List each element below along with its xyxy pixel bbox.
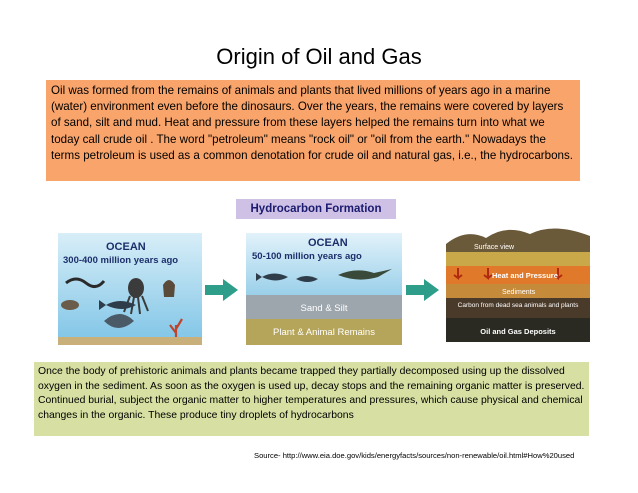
trilobite-icon (61, 300, 79, 310)
ocean-50-100-panel (246, 233, 402, 345)
decomposition-text-box: Once the body of prehistoric animals and plants became trapped they partially decomposed using up the dissolved oxygen in the sediment. As soon as the oxygen is used up, decay stops and the remaining organic matter is preserved. Continued burial, subject the organic matter to higher temperatures and pressures, which cause physical and chemical changes in the organic. These produce tiny droplets of hydrocarbons (34, 362, 589, 436)
hydrocarbon-formation-label: Hydrocarbon Formation (236, 199, 396, 219)
panel1-heading: OCEAN (106, 241, 146, 253)
heat-pressure-label: Heat and Pressure (492, 271, 558, 280)
oil-gas-deposits-label: Oil and Gas Deposits (480, 327, 556, 336)
slide-title: Origin of Oil and Gas (216, 44, 422, 69)
sediments-label: Sediments (502, 289, 536, 296)
source-citation: Source- http://www.eia.doe.gov/kids/energyfacts/sources/non-renewable/oil.html#How%20used (254, 451, 575, 460)
ocean-300-400-panel (58, 233, 202, 345)
arrow-right-icon (406, 278, 440, 307)
carbon-label: Carbon from dead sea animals and plants (457, 302, 579, 309)
shell-icon (163, 280, 175, 297)
geologic-layers-panel (438, 222, 598, 350)
panel2-heading: OCEAN (308, 237, 348, 249)
plant-animal-remains-label: Plant & Animal Remains (273, 327, 375, 338)
arrow-right-icon (205, 278, 239, 307)
sand-silt-label: Sand & Silt (300, 303, 348, 314)
surface-view-label: Surface view (474, 244, 515, 251)
panel2-subheading: 50-100 million years ago (252, 251, 362, 262)
intro-text-box: Oil was formed from the remains of animals and plants that lived millions of years ago in a marine (water) environment even before the dinosaurs. Over the years, the remains were covered by layers of sand, silt and mud. Heat and pressure from these layers helped the remains turn into what we today call crude oil . The word "petroleum" means "rock oil" or "oil from the earth." Nowadays the terms petroleum is used as a common denotation for crude oil and natural gas, i.e., the hydrocarbons. (46, 80, 580, 181)
panel1-subheading: 300-400 million years ago (63, 255, 179, 266)
